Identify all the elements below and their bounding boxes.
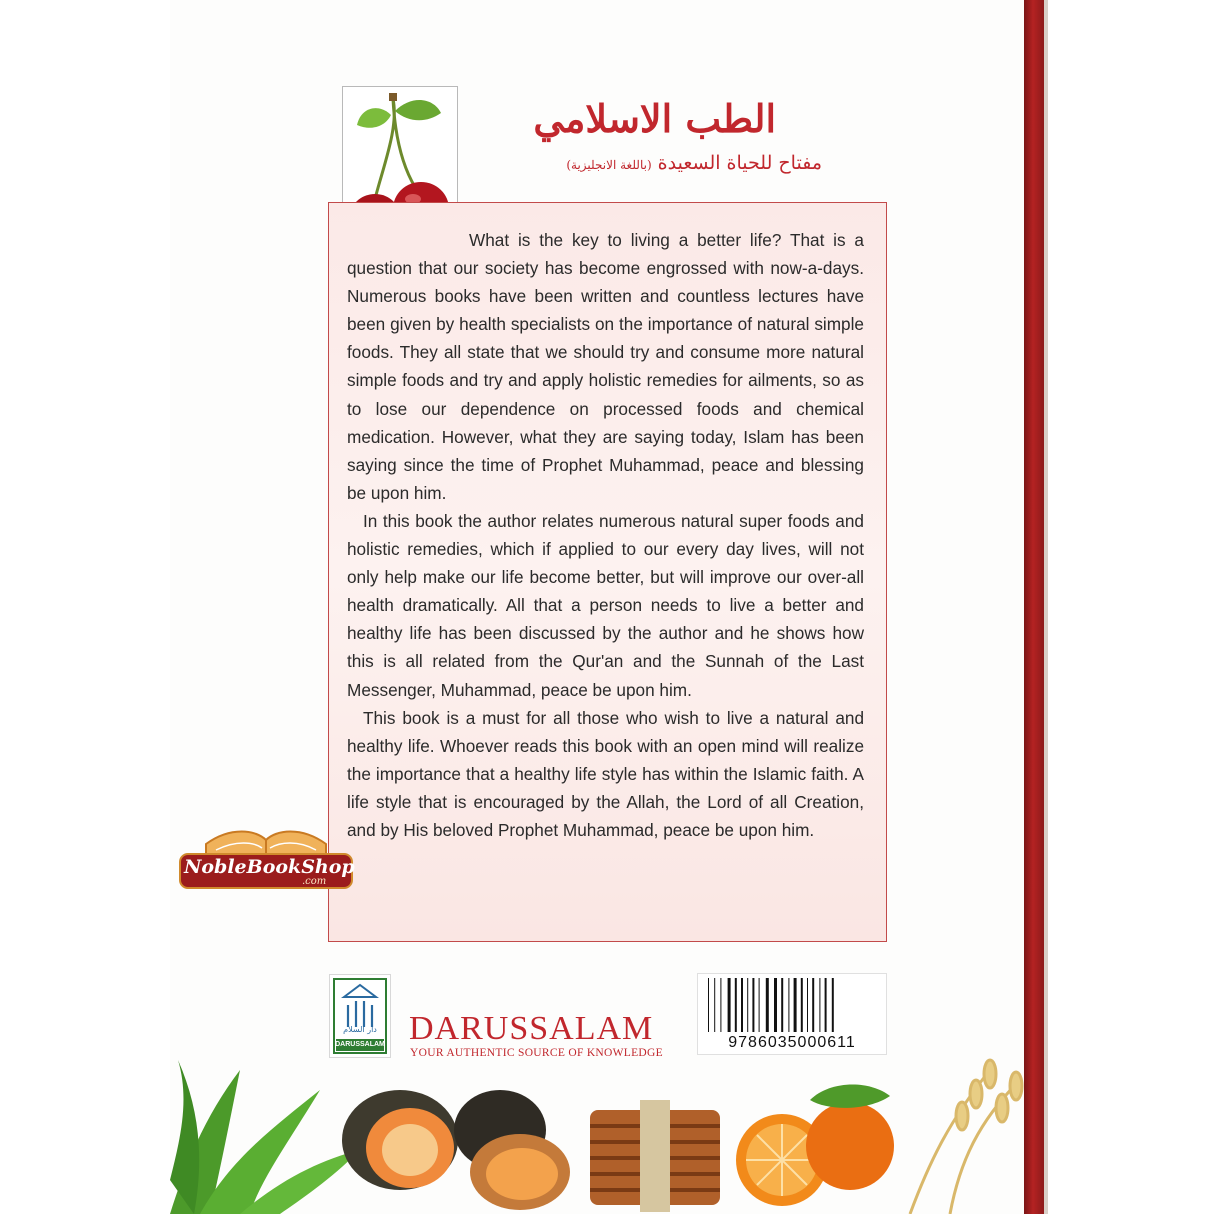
barcode-bars	[698, 974, 886, 1036]
arabic-subtitle	[440, 152, 822, 174]
emblem-label: DARUSSALAM	[335, 1041, 385, 1048]
publisher-tagline: YOUR AUTHENTIC SOURCE OF KNOWLEDGE	[410, 1047, 663, 1059]
natural-foods-illustration	[170, 1030, 1032, 1214]
description-paragraph: In this book the author relates numerous natural super foods and holistic remedies, which if applied to our every day lives, will not only help make our life become better, but will improve our over-all health dramatically. All that a person needs to live a better and healthy life has been discussed by the author and he shows how this is all related from the Qur'an and the Sunnah of the Last Messenger, Muhammad, peace be upon him.	[347, 510, 864, 700]
orange-icon	[736, 1084, 894, 1206]
arabic-subtitle-language: (باللغة الانجليزية)	[566, 158, 652, 172]
book-logo-icon	[176, 804, 356, 902]
description-text	[347, 226, 864, 844]
description-paragraph: What is the key to living a better life? That is a question that our society has become engrossed with now-a-days. Numerous books have been written and countless lectures have been given by health specialists on the importance of natural simple foods. They all state that we should try and consume more natural simple foods and try and apply holistic remedies for ailments, so as to lose our dependence on processed foods and chemical medication. However, what they are saying today, Islam has been saying since the time of Prophet Muhammad, peace and blessing be upon him.	[347, 230, 864, 503]
description-paragraph: This book is a must for all those who wish to live a natural and healthy life. Whoever reads this book with an open mind will realize the importance that a healthy life style has within the Islamic faith. A life style that is encouraged by the Allah, the Lord of all Creation, and by His beloved Prophet Muhammad, peace be upon him.	[347, 707, 864, 840]
noblebookshop-watermark	[176, 804, 356, 902]
emblem-arabic-text: دار السلام	[343, 1025, 377, 1034]
arabic-subtitle-main: مفتاح للحياة السعيدة	[657, 152, 822, 174]
page-edge	[1044, 0, 1048, 1214]
fig-icon	[342, 1090, 570, 1210]
isbn-number: 9786035000611	[728, 1034, 856, 1051]
wheat-icon	[910, 1060, 1022, 1214]
watermark-suffix: .com	[302, 876, 327, 887]
cinnamon-icon	[590, 1100, 720, 1212]
aloe-icon	[170, 1060, 360, 1214]
publisher-name: DARUSSALAM	[409, 1010, 654, 1047]
watermark-brand: NobleBookShop	[184, 856, 355, 878]
arabic-title: الطب الاسلامي	[533, 96, 776, 141]
